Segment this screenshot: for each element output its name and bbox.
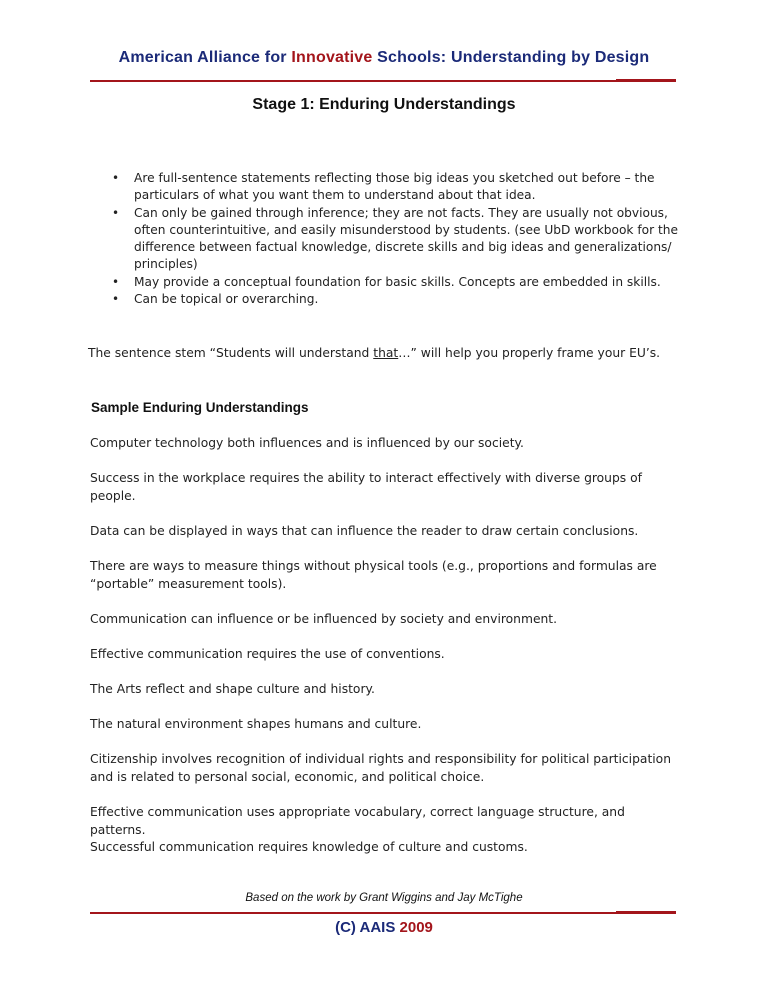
header-title (0, 49, 768, 67)
header-title-accent: Innovative (291, 49, 373, 66)
header-title-part1: American Alliance for (118, 49, 292, 66)
list-item: • Can be topical or overarching. (112, 291, 682, 308)
section-heading: Sample Enduring Understandings (91, 400, 309, 415)
header-divider (90, 80, 676, 82)
sample-understanding: There are ways to measure things without physical tools (e.g., proportions and formulas are “portable” measurement tools). (90, 559, 657, 591)
bullet-icon: • (112, 274, 120, 289)
sample-understanding: Computer technology both influences and is influenced by our society. (90, 436, 524, 450)
sample-understanding: Communication can influence or be influenced by society and environment. (90, 612, 558, 626)
footer-divider (90, 912, 676, 914)
stem-underlined-word: that (373, 346, 399, 360)
credit-line: Based on the work by Grant Wiggins and Jay McTighe (245, 892, 523, 904)
sample-understanding: Data can be displayed in ways that can influence the reader to draw certain conclusions. (90, 524, 639, 538)
sample-understanding: Effective communication uses appropriate vocabulary, correct language structure, and patterns. (90, 805, 625, 837)
sample-understanding: The natural environment shapes humans and culture. (90, 717, 422, 731)
list-item: • May provide a conceptual foundation for basic skills. Concepts are embedded in skills. (112, 274, 682, 291)
copyright: (C) AAIS 2009 (335, 919, 433, 936)
copyright-year: 2009 (399, 919, 433, 936)
bullet-icon: • (112, 292, 120, 307)
sample-understanding: Successful communication requires knowledge of culture and customs. (90, 840, 528, 854)
page-title: Stage 1: Enduring Understandings (252, 96, 516, 113)
header-title-part2: Schools: Understanding by Design (372, 49, 650, 66)
bullet-icon: • (112, 205, 120, 220)
sample-understanding: Success in the workplace requires the ability to interact effectively with diverse groups of people. (90, 471, 642, 503)
characteristics-list (112, 170, 682, 308)
bullet-icon: • (112, 171, 120, 185)
sample-understanding: Citizenship involves recognition of individual rights and responsibility for political participation and is related to personal social, economic, and political choice. (90, 752, 671, 784)
list-item: • Are full-sentence statements reflecting those big ideas you sketched out before – the particulars of what you want them to understand about that idea. (112, 171, 655, 203)
list-item: • Can only be gained through inference; they are not facts. They are usually not obvious, often counterintuitive, and easily misunderstood by students. (see UbD workbook for the difference between factual knowledge, discrete skills and big ideas and generalizations/ principles) (112, 205, 678, 272)
sample-understanding: Effective communication requires the use of conventions. (90, 647, 445, 661)
sample-understanding: The Arts reflect and shape culture and history. (90, 682, 375, 696)
sentence-stem: The sentence stem “Students will understand that…” will help you properly frame your EU’s. (88, 346, 661, 360)
